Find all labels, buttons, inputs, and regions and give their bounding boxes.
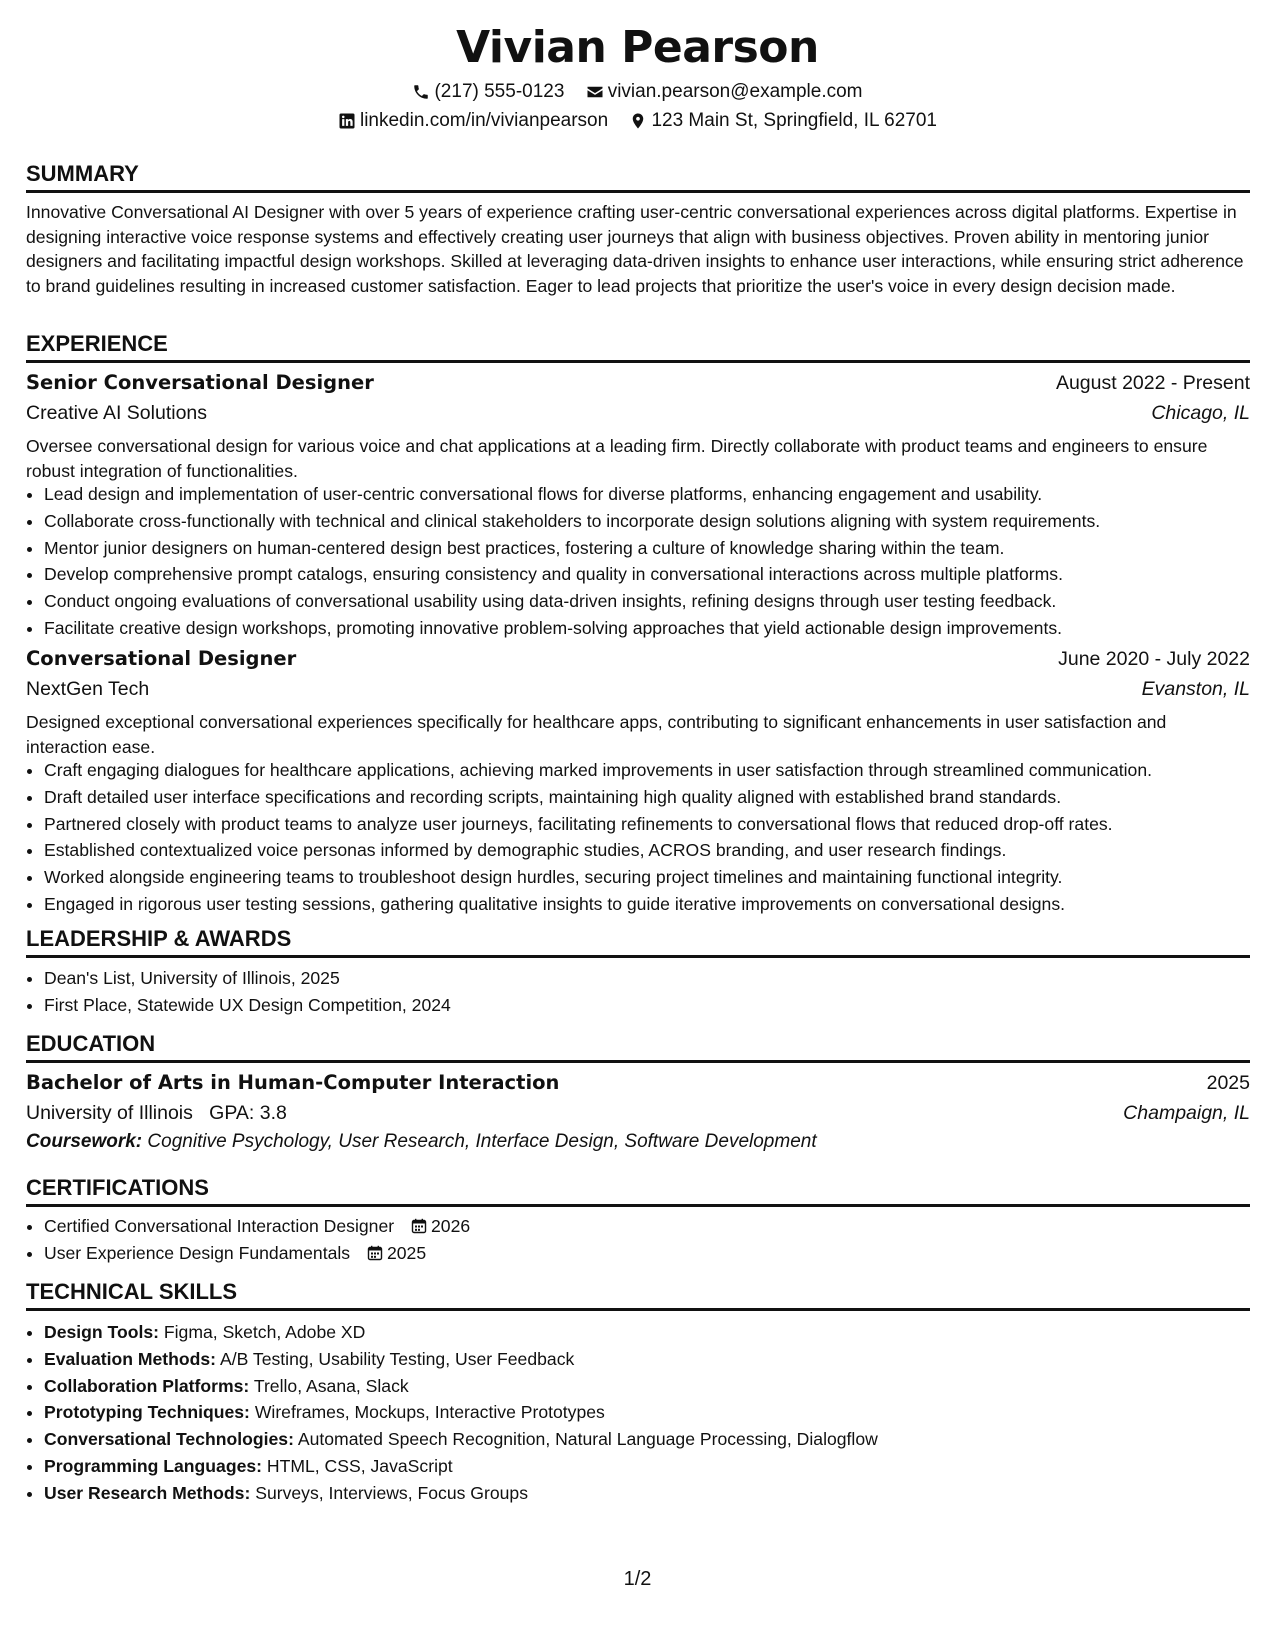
skill-value: A/B Testing, Usability Testing, User Feedback bbox=[219, 1348, 575, 1369]
job-1-title-row bbox=[26, 369, 1250, 397]
skills-list bbox=[26, 1319, 1268, 1507]
education-school-row bbox=[26, 1099, 1250, 1127]
calendar-icon bbox=[411, 1218, 427, 1234]
list-item bbox=[44, 1373, 1268, 1400]
list-item: • Mentor junior designers on human-centered design best practices, fostering a culture of knowledge sharing within the team. bbox=[44, 535, 1268, 562]
skill-value: Wireframes, Mockups, Interactive Prototypes bbox=[254, 1402, 605, 1423]
certifications-heading: CERTIFICATIONS bbox=[26, 1174, 1250, 1207]
phone-icon bbox=[412, 83, 430, 101]
list-item: • Facilitate creative design workshops, promoting innovative problem-solving approaches that yield actionable design improvements. bbox=[44, 615, 1268, 642]
skill-value: Surveys, Interviews, Focus Groups bbox=[255, 1482, 529, 1503]
email-contact[interactable] bbox=[586, 79, 863, 105]
leadership-list bbox=[26, 965, 1268, 1019]
job-1-company: Creative AI Solutions bbox=[26, 402, 208, 424]
education-year: 2025 bbox=[1206, 1072, 1250, 1094]
list-item bbox=[44, 1453, 1268, 1480]
contact-line-2 bbox=[0, 108, 1275, 138]
list-item: • Worked alongside engineering teams to troubleshoot design hurdles, securing project timelines and maintaining functional integrity. bbox=[44, 864, 1268, 891]
phone-contact bbox=[412, 79, 564, 105]
email-address[interactable]: vivian.pearson@example.com bbox=[607, 81, 863, 102]
list-item: • First Place, Statewide UX Design Competition, 2024 bbox=[44, 992, 1268, 1019]
education-coursework bbox=[26, 1128, 1250, 1156]
skill-label: Conversational Technologies: bbox=[44, 1429, 294, 1450]
certification-year: 2025 bbox=[386, 1242, 427, 1263]
coursework-label: Coursework: bbox=[26, 1131, 143, 1152]
list-item bbox=[44, 1426, 1268, 1453]
phone-number: (217) 555-0123 bbox=[434, 81, 565, 102]
education-school-group bbox=[26, 1099, 287, 1127]
calendar-icon bbox=[367, 1245, 383, 1261]
envelope-icon bbox=[586, 83, 604, 101]
list-item bbox=[44, 1480, 1268, 1507]
skill-value: Automated Speech Recognition, Natural Language Processing, Dialogflow bbox=[297, 1429, 878, 1450]
job-2-company: NextGen Tech bbox=[26, 678, 150, 700]
list-item: • Develop comprehensive prompt catalogs, ensuring consistency and quality in conversational interactions across multiple platforms. bbox=[44, 561, 1268, 588]
list-item bbox=[44, 1213, 1268, 1240]
job-1-description: Oversee conversational design for various voice and chat applications at a leading firm. Directly collaborate with product teams and engineers to ensure robust integration of functionalities. bbox=[26, 436, 1208, 481]
education-school: University of Illinois bbox=[26, 1102, 193, 1124]
map-pin-icon bbox=[629, 112, 647, 130]
summary-text: Innovative Conversational AI Designer with over 5 years of experience crafting user-centric conversational experiences across digital platforms. Expertise in designing interactive voice response systems and effectively creating user journeys that align with business objectives. Proven ability in mentoring junior designers and facilitating impactful design workshops. Skilled at leveraging data-driven insights to enhance user interactions, while ensuring strict adherence to brand guidelines resulting in increased customer satisfaction. Eager to lead projects that prioritize the user's voice in every design decision made. bbox=[26, 202, 1244, 296]
skill-label: User Research Methods: bbox=[44, 1482, 251, 1503]
skill-value: Figma, Sketch, Adobe XD bbox=[163, 1322, 366, 1342]
skill-value: HTML, CSS, JavaScript bbox=[266, 1455, 453, 1476]
list-item bbox=[44, 1240, 1268, 1267]
job-2-role: Conversational Designer bbox=[26, 647, 297, 670]
job-1-dates: August 2022 - Present bbox=[1055, 372, 1250, 394]
skill-label: Evaluation Methods: bbox=[44, 1348, 217, 1369]
list-item: • Dean's List, University of Illinois, 2025 bbox=[44, 965, 1268, 992]
job-2-title-row bbox=[26, 645, 1250, 673]
job-2-bullets bbox=[26, 757, 1268, 918]
job-1-company-row bbox=[26, 399, 1250, 427]
certification-name: Certified Conversational Interaction Designer bbox=[44, 1216, 395, 1236]
coursework-list: Cognitive Psychology, User Research, Interface Design, Software Development bbox=[147, 1131, 817, 1152]
education-location: Champaign, IL bbox=[1123, 1102, 1250, 1124]
skill-label: Programming Languages: bbox=[44, 1455, 262, 1476]
candidate-name: Vivian Pearson bbox=[456, 22, 819, 73]
education-heading: EDUCATION bbox=[26, 1030, 1250, 1063]
education-degree-row bbox=[26, 1069, 1250, 1097]
list-item: • Draft detailed user interface specifications and recording scripts, maintaining high quality aligned with established brand standards. bbox=[44, 784, 1268, 811]
list-item: • Lead design and implementation of user-centric conversational flows for diverse platforms, enhancing engagement and usability. bbox=[44, 481, 1268, 508]
summary-heading: SUMMARY bbox=[26, 160, 1250, 193]
linkedin-contact[interactable] bbox=[338, 108, 608, 134]
job-2-location: Evanston, IL bbox=[1141, 678, 1250, 700]
job-2-company-row bbox=[26, 675, 1250, 703]
job-1-role: Senior Conversational Designer bbox=[26, 371, 374, 394]
leadership-heading: LEADERSHIP & AWARDS bbox=[26, 925, 1250, 958]
certifications-list bbox=[26, 1213, 1268, 1267]
education-degree: Bachelor of Arts in Human-Computer Interaction bbox=[26, 1071, 560, 1094]
list-item bbox=[44, 1399, 1268, 1426]
list-item: • Conduct ongoing evaluations of conversational usability using data-driven insights, refining designs through user testing feedback. bbox=[44, 588, 1268, 615]
list-item bbox=[44, 1346, 1268, 1373]
list-item: • Collaborate cross-functionally with technical and clinical stakeholders to incorporate design solutions aligning with system requirements. bbox=[44, 508, 1268, 535]
page-number: 1/2 bbox=[623, 1568, 652, 1590]
list-item: • Craft engaging dialogues for healthcare applications, achieving marked improvements in user satisfaction through streamlined communication. bbox=[44, 757, 1268, 784]
list-item: • Partnered closely with product teams to analyze user journeys, facilitating refinements to conversational flows that reduced drop-off rates. bbox=[44, 811, 1268, 838]
education-gpa: GPA: 3.8 bbox=[209, 1102, 287, 1124]
contact-line-1 bbox=[0, 79, 1275, 109]
skill-label: Prototyping Techniques: bbox=[44, 1402, 250, 1423]
street-address: 123 Main St, Springfield, IL 62701 bbox=[651, 110, 937, 131]
list-item bbox=[44, 1319, 1268, 1346]
linkedin-url[interactable]: linkedin.com/in/vivianpearson bbox=[359, 110, 609, 131]
address-contact bbox=[629, 108, 937, 134]
list-item: • Established contextualized voice personas informed by demographic studies, ACROS branding, and user research findings. bbox=[44, 837, 1268, 864]
linkedin-icon bbox=[338, 112, 356, 130]
job-2-description: Designed exceptional conversational experiences specifically for healthcare apps, contributing to significant enhancements in user satisfaction and interaction ease. bbox=[26, 712, 1167, 757]
certification-name: User Experience Design Fundamentals bbox=[44, 1242, 351, 1263]
skill-label: Collaboration Platforms: bbox=[44, 1375, 250, 1396]
job-1-location: Chicago, IL bbox=[1151, 402, 1250, 424]
certification-year: 2026 bbox=[431, 1216, 471, 1236]
list-item: • Engaged in rigorous user testing sessions, gathering qualitative insights to guide iterative improvements on conversational designs. bbox=[44, 891, 1268, 918]
skills-heading: TECHNICAL SKILLS bbox=[26, 1278, 1250, 1311]
job-1-bullets bbox=[26, 481, 1268, 642]
experience-heading: EXPERIENCE bbox=[26, 330, 1250, 363]
skill-value: Trello, Asana, Slack bbox=[253, 1375, 409, 1396]
job-2-dates: June 2020 - July 2022 bbox=[1058, 648, 1250, 670]
skill-label: Design Tools: bbox=[44, 1322, 160, 1342]
